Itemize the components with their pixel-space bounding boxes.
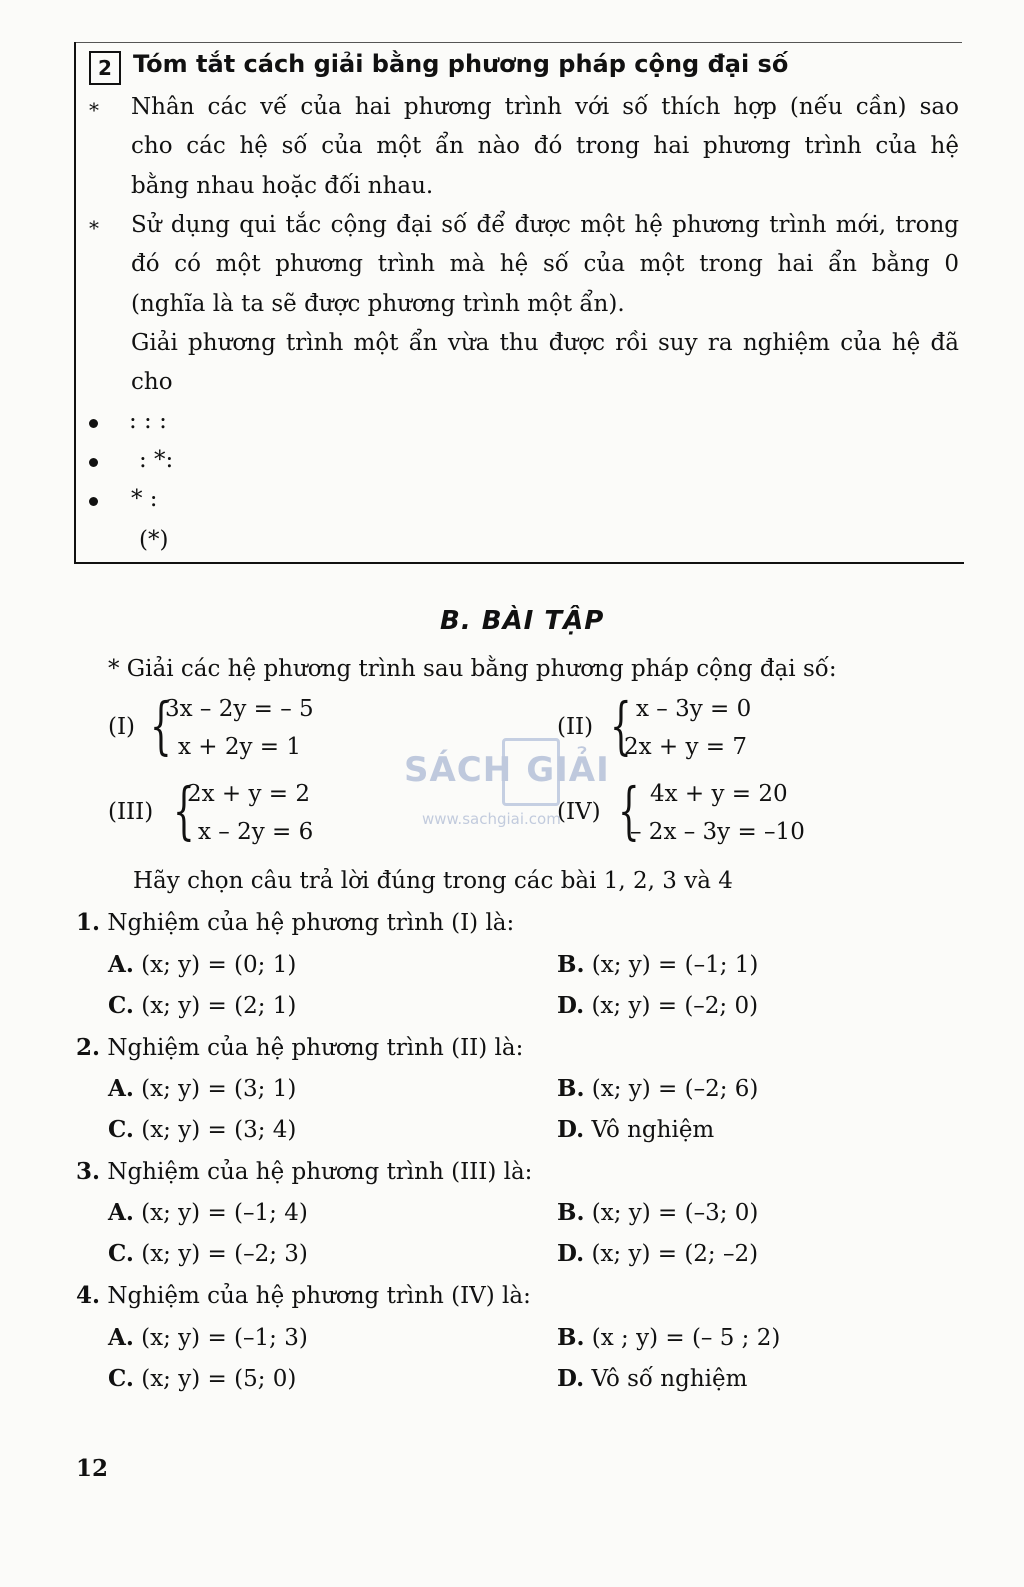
summary-p1-line: cho các hệ số của một ẩn nào đó trong hai phương trình của hệ: [131, 133, 959, 160]
page-number: 12: [76, 1455, 109, 1482]
system-brace: {: [610, 689, 632, 762]
star-marker-2: *: [89, 216, 99, 240]
question: 4. Nghiệm của hệ phương trình (IV) là:: [76, 1282, 531, 1309]
system-brace: {: [618, 774, 640, 847]
summary-p3-line: Giải phương trình một ẩn vừa thu được rồi suy ra nghiệm của hệ đã: [131, 330, 959, 356]
option-d: D. (x; y) = (2; –2): [557, 1240, 759, 1267]
option-b: B. (x ; y) = (– 5 ; 2): [557, 1324, 781, 1351]
summary-heading: Tóm tắt cách giải bằng phương pháp cộng đại số: [133, 50, 789, 78]
bullet-line: * :: [131, 486, 158, 512]
question: 1. Nghiệm của hệ phương trình (I) là:: [76, 909, 515, 936]
option-a: A. (x; y) = (0; 1): [108, 951, 297, 978]
bullet-line: : *:: [139, 447, 174, 473]
option-b: B. (x; y) = (–3; 0): [557, 1199, 759, 1226]
bullet-dot: [89, 497, 98, 506]
option-a: A. (x; y) = (–1; 4): [108, 1199, 308, 1226]
bullet-dot: [89, 419, 98, 428]
system-label: (IV): [557, 799, 601, 825]
bullet-dot: [89, 458, 98, 467]
watermark-url: www.sachgiai.com: [422, 810, 561, 828]
option-a: A. (x; y) = (–1; 3): [108, 1324, 308, 1351]
system-equation: x – 3y = 0: [636, 696, 752, 722]
summary-p2-line: đó có một phương trình mà hệ số của một trong hai ẩn bằng 0: [131, 251, 959, 278]
question: 2. Nghiệm của hệ phương trình (II) là:: [76, 1034, 524, 1061]
summary-footnote: (*): [139, 527, 169, 553]
system-equation: – 2x – 3y = –10: [630, 819, 805, 845]
summary-paragraph-1: [131, 88, 959, 206]
system-brace: {: [173, 774, 195, 847]
summary-p1-line: Nhân các vế của hai phương trình với số thích hợp (nếu cần) sao: [131, 94, 959, 120]
system-equation: x + 2y = 1: [178, 734, 302, 760]
summary-number: 2: [89, 51, 121, 85]
star-marker-1: *: [89, 98, 99, 122]
section-title: B. BÀI TẬP: [440, 606, 605, 636]
option-a: A. (x; y) = (3; 1): [108, 1075, 297, 1102]
option-b: B. (x; y) = (–1; 1): [557, 951, 759, 978]
system-equation: 4x + y = 20: [650, 781, 788, 807]
option-c: C. (x; y) = (3; 4): [108, 1116, 297, 1143]
option-b: B. (x; y) = (–2; 6): [557, 1075, 759, 1102]
system-label: (III): [108, 799, 154, 825]
summary-p2-line: Sử dụng qui tắc cộng đại số để được một hệ phương trình mới, trong: [131, 212, 959, 238]
option-c: C. (x; y) = (–2; 3): [108, 1240, 308, 1267]
system-equation: 3x – 2y = – 5: [165, 696, 314, 722]
exercise-intro: * Giải các hệ phương trình sau bằng phương pháp cộng đại số:: [108, 656, 837, 682]
option-d: D. Vô nghiệm: [557, 1116, 715, 1143]
system-equation: x – 2y = 6: [198, 819, 314, 845]
summary-paragraph-3: [131, 324, 959, 403]
summary-paragraph-2: [131, 206, 959, 324]
bullet-line: : : :: [129, 408, 167, 434]
system-brace: {: [150, 689, 172, 762]
watermark-brand: SÁCH GIẢI: [404, 750, 610, 790]
system-label: (I): [108, 714, 136, 740]
instruction: Hãy chọn câu trả lời đúng trong các bài 1, 2, 3 và 4: [133, 868, 733, 894]
option-c: C. (x; y) = (2; 1): [108, 992, 297, 1019]
system-label: (II): [557, 714, 594, 740]
option-d: D. (x; y) = (–2; 0): [557, 992, 759, 1019]
system-equation: 2x + y = 7: [624, 734, 748, 760]
question: 3. Nghiệm của hệ phương trình (III) là:: [76, 1158, 533, 1185]
summary-p3-line: cho: [131, 369, 173, 396]
summary-p2-line: (nghĩa là ta sẽ được phương trình một ẩn).: [131, 290, 625, 317]
summary-p1-line: bằng nhau hoặc đối nhau.: [131, 172, 434, 199]
system-equation: 2x + y = 2: [187, 781, 311, 807]
option-d: D. Vô số nghiệm: [557, 1365, 748, 1392]
option-c: C. (x; y) = (5; 0): [108, 1365, 297, 1392]
